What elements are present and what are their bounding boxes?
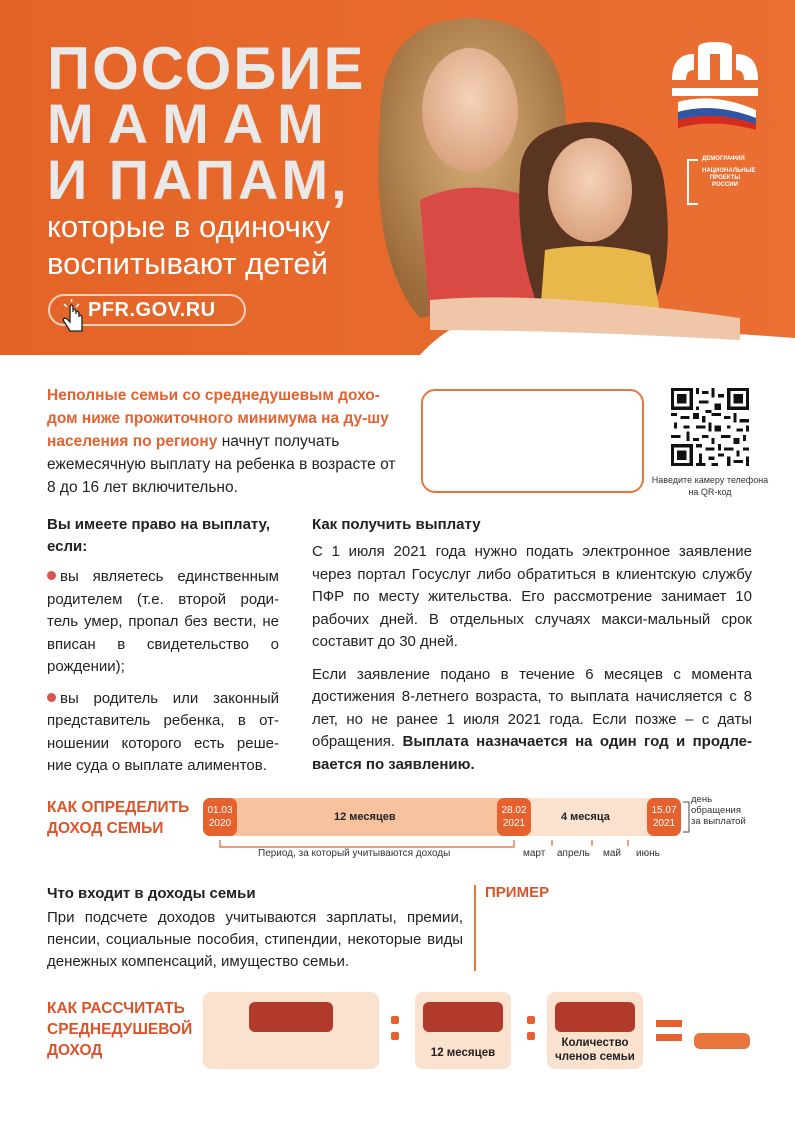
badge-end-year: 2021 [502, 818, 526, 829]
list-item [47, 688, 279, 778]
months-caption: 12 месяцев [430, 1047, 496, 1059]
how-heading: Как получить выплату [312, 516, 481, 533]
badge-application-year: 2021 [652, 818, 676, 829]
list-item [47, 566, 279, 679]
month-label: июнь [636, 848, 660, 859]
note-line-1: день [691, 794, 713, 805]
website-url: PFR.GOV.RU [88, 299, 216, 321]
equals-sign-icon [656, 1020, 682, 1048]
hero-banner [0, 0, 795, 372]
badge-start-day: 01.03 [207, 805, 233, 816]
subtitle-line-1: которые в одиночку [47, 209, 331, 244]
how-text [312, 541, 752, 786]
example-divider [474, 885, 476, 971]
subtitle-line-2: воспитывают детей [47, 246, 328, 281]
hero-subtitle [47, 208, 330, 282]
qr-code-icon[interactable] [671, 388, 749, 466]
family-members-caption [547, 1036, 643, 1064]
income-sum-field [249, 1002, 333, 1032]
national-projects-label: НАЦИОНАЛЬНЫЕ ПРОЕКТЫ РОССИИ [702, 168, 756, 188]
income-timeline [0, 790, 795, 870]
example-heading: ПРИМЕР [485, 884, 550, 901]
month-label: май [603, 848, 622, 859]
result-field [694, 1033, 750, 1049]
pfr-logo-icon [664, 40, 766, 132]
intro-highlight: Неполные семьи со среднедушевым дохо-дом ниже прожиточного минимума на ду-шу населения по региону [47, 387, 389, 450]
badge-end-day: 28.02 [501, 805, 527, 816]
calc-heading [47, 998, 192, 1061]
income-sum-box [203, 992, 379, 1069]
calc-heading-line-1: КАК РАССЧИТАТЬ [47, 1000, 185, 1017]
rights-heading: Вы имеете право на выплату, если: [47, 516, 271, 555]
how-paragraph-1: С 1 июля 2021 года нужно подать электронное заявление через портал Госуслуг либо обратиться в клиентскую службу ПФР по месту жительства. Его рассмотрение занимает 10 рабочих дней. В отдельных случаях макси-мальный срок составит до 30 дней. [312, 543, 752, 650]
qr-caption: Наведите камеру телефона на QR-код [651, 475, 769, 497]
note-line-2: обращения [691, 805, 741, 816]
members-caption-line-1: Количество [561, 1037, 629, 1049]
title-line-2: МАМАМ [47, 92, 338, 155]
list-item-text: вы родитель или законный представитель ребенка, в от-ношении которого есть реше-ние суда о выплате алиментов. [47, 689, 279, 774]
hand-cursor-icon [58, 298, 86, 338]
calc-heading-line-2: СРЕДНЕДУШЕВОЙ [47, 1021, 193, 1038]
intro-text: начнут получать ежемесячную выплату на ребенка в возрасте от 8 до 16 лет включительно. [47, 433, 396, 496]
note-line-3: за выплатой [691, 816, 746, 827]
income-def-heading-line-2: ДОХОД СЕМЬИ [47, 820, 164, 837]
website-link[interactable] [48, 294, 246, 326]
divide-sign-icon [527, 1016, 535, 1048]
how-paragraph-2 [312, 664, 752, 777]
how-paragraph-2-bold: Выплата назначается на один год и продле-вается по заявлению. [312, 733, 752, 773]
divide-sign-icon [391, 1016, 399, 1048]
band-12-label: 12 месяцев [334, 811, 396, 823]
calc-heading-line-3: ДОХОД [47, 1042, 103, 1059]
months-field [423, 1002, 503, 1032]
incomes-heading: Что входит в доходы семьи [47, 885, 256, 902]
badge-application-day: 15.07 [651, 805, 677, 816]
badge-start-year: 2020 [208, 818, 232, 829]
title-line-3: И ПАПАМ, [47, 148, 350, 211]
income-def-heading-line-1: КАК ОПРЕДЕЛИТЬ [47, 799, 190, 816]
bullet-icon [47, 693, 56, 702]
family-members-box [547, 992, 643, 1069]
members-caption-line-2: членов семьи [555, 1051, 635, 1063]
demography-label: ДЕМОГРАФИЯ [702, 156, 745, 162]
how-paragraph-2-text: Если заявление подано в течение 6 месяцев с момента достижения 8-летнего возраста, то выплата начисляется с 8 лет, но не ранее 1 июля 2021 года. Если позже – с даты обращения. [312, 665, 752, 750]
family-members-field [555, 1002, 635, 1032]
title-line-1: ПОСОБИЕ [47, 35, 366, 102]
stamp-box [421, 389, 644, 493]
months-box [415, 992, 511, 1069]
bullet-icon [47, 571, 56, 580]
hero-title [47, 35, 366, 211]
band-4-label: 4 месяца [561, 811, 610, 823]
incomes-text: При подсчете доходов учитываются зарплаты, премии, пенсии, социальные пособия, стипендии, некоторые виды денежных компенсаций, имущество семьи. [47, 909, 463, 970]
month-label: март [523, 848, 546, 859]
period-caption: Период, за который учитываются доходы [258, 848, 451, 859]
national-projects-icon [684, 158, 700, 206]
intro-paragraph [47, 384, 397, 499]
month-label: апрель [557, 848, 590, 859]
list-item-text: вы являетесь единственным родителем (т.е. второй роди-тель умер, пропал без вести, не вписан в свидетельство о рождении); [47, 568, 279, 675]
rights-list [47, 566, 279, 787]
national-projects-logo [684, 156, 756, 210]
